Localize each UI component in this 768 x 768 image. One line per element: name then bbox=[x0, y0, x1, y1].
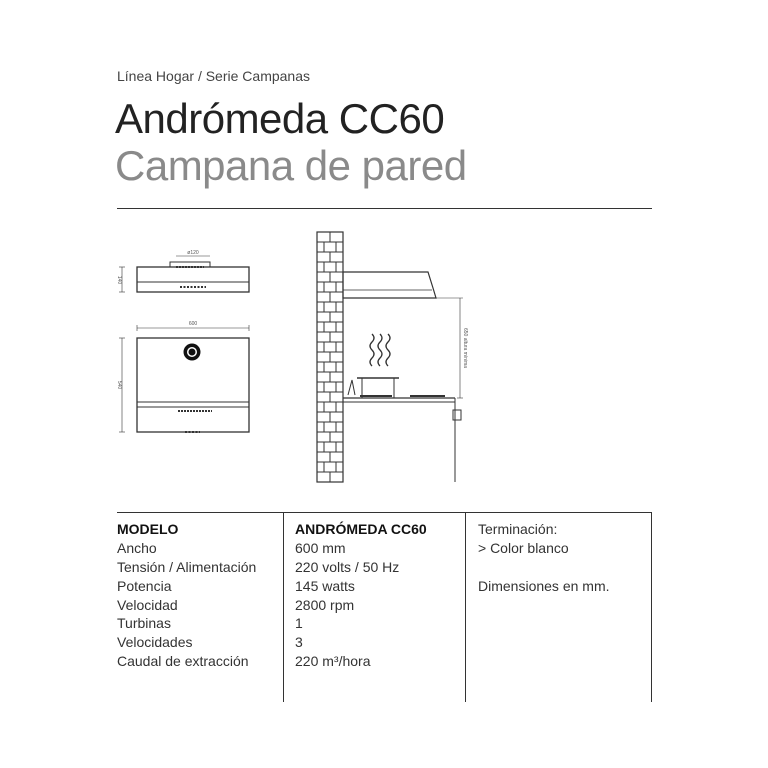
install-height-label: 650 altura mínima bbox=[462, 327, 468, 369]
spec-value: 220 m³/hora bbox=[295, 653, 371, 670]
spec-values bbox=[295, 520, 427, 671]
product-title: Andrómeda CC60 bbox=[115, 95, 445, 142]
spec-label-header: MODELO bbox=[117, 521, 179, 537]
spec-value: 3 bbox=[295, 634, 303, 651]
spec-table-top-rule bbox=[117, 512, 652, 513]
front-view-drawing bbox=[119, 325, 249, 432]
spec-label: Velocidad bbox=[117, 596, 178, 613]
finish-title: Terminación: bbox=[478, 521, 558, 537]
brick-wall-drawing bbox=[317, 232, 343, 482]
top-view-drawing bbox=[119, 256, 249, 292]
front-view-depth-label: 540 bbox=[116, 380, 122, 390]
finish-value: > Color blanco bbox=[478, 539, 569, 556]
spec-value: 600 mm bbox=[295, 539, 346, 556]
spec-label: Tensión / Alimentación bbox=[117, 558, 257, 575]
spec-column-divider bbox=[465, 512, 466, 702]
spec-value: 220 volts / 50 Hz bbox=[295, 558, 400, 575]
top-view-height-label: 140 bbox=[116, 275, 122, 285]
spec-label: Turbinas bbox=[117, 615, 171, 632]
spec-labels bbox=[117, 520, 256, 671]
spec-value: 145 watts bbox=[295, 577, 355, 594]
product-subtitle: Campana de pared bbox=[115, 142, 467, 189]
front-view-width-label: 600 bbox=[188, 321, 198, 327]
spec-model-header: ANDRÓMEDA CC60 bbox=[295, 521, 427, 537]
cooktop-drawing bbox=[343, 378, 461, 482]
spec-label: Caudal de extracción bbox=[117, 653, 249, 670]
dimensions-note: Dimensiones en mm. bbox=[478, 577, 610, 594]
spec-label: Potencia bbox=[117, 577, 172, 594]
hood-side-drawing bbox=[343, 272, 436, 298]
spec-notes bbox=[478, 520, 610, 596]
spec-value: 1 bbox=[295, 615, 303, 632]
spec-label: Ancho bbox=[117, 539, 157, 556]
spec-column-divider bbox=[283, 512, 284, 702]
breadcrumb: Línea Hogar / Serie Campanas bbox=[117, 68, 310, 84]
top-view-duct-label: ø120 bbox=[187, 250, 199, 256]
spec-value: 2800 rpm bbox=[295, 596, 355, 613]
install-height-dimension bbox=[436, 298, 463, 398]
spec-column-divider bbox=[651, 512, 652, 702]
spec-label: Velocidades bbox=[117, 634, 193, 651]
steam-icon bbox=[370, 334, 390, 366]
